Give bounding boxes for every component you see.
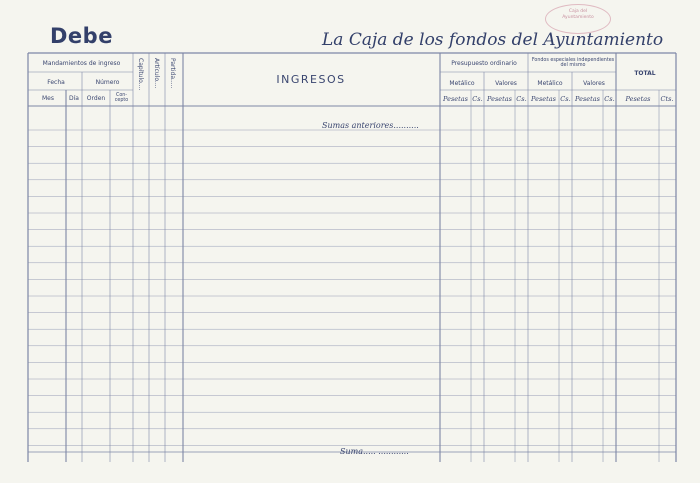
header-pesetas-2: Pesetas	[487, 95, 512, 103]
page-title-debe: Debe	[50, 24, 113, 48]
header-cts-1: Cs.	[472, 95, 483, 103]
header-orden: Orden	[86, 95, 106, 102]
header-cts-4: Cs.	[604, 95, 615, 103]
suma-label: Suma..... ............	[340, 447, 409, 456]
header-cts-2: Cs.	[516, 95, 527, 103]
header-articulo: Artículo....	[153, 58, 160, 89]
header-valores-1: Valores	[495, 80, 517, 87]
header-partida: Partida.....	[169, 58, 176, 89]
header-pesetas-4: Pesetas	[575, 95, 600, 103]
header-metalico-1: Metálico	[449, 80, 475, 87]
header-capitulo: Capítulo....	[137, 58, 144, 91]
header-fecha: Fecha	[47, 79, 65, 86]
header-presupuesto-ordinario: Presupuesto ordinario	[451, 60, 517, 67]
header-total: TOTAL	[634, 70, 656, 77]
header-ingresos: INGRESOS	[276, 73, 346, 86]
header-valores-2: Valores	[583, 80, 605, 87]
header-cts-3: Cs.	[560, 95, 571, 103]
header-concepto: Con-cepto	[114, 93, 129, 103]
header-cts-5: Cts.	[660, 95, 674, 103]
header-pesetas-3: Pesetas	[531, 95, 556, 103]
sumas-anteriores-label: Sumas anteriores..........	[322, 121, 419, 130]
stamp-line-1: Caja del	[568, 9, 588, 14]
header-dia: Día	[69, 95, 79, 102]
header-pesetas-5: Pesetas	[625, 95, 651, 103]
page-title-caja: La Caja de los fondos del Ayuntamiento	[322, 30, 664, 50]
header-pesetas-1: Pesetas	[443, 95, 468, 103]
header-numero: Número	[95, 79, 120, 86]
header-mes: Mes	[42, 95, 54, 102]
stamp-line-2: Ayuntamiento	[562, 15, 594, 20]
header-fondos-especiales: Fondos especiales independientes del mismo	[531, 58, 615, 68]
header-mandamientos: Mandamientos de ingreso	[42, 60, 121, 67]
header-metalico-2: Metálico	[537, 80, 563, 87]
